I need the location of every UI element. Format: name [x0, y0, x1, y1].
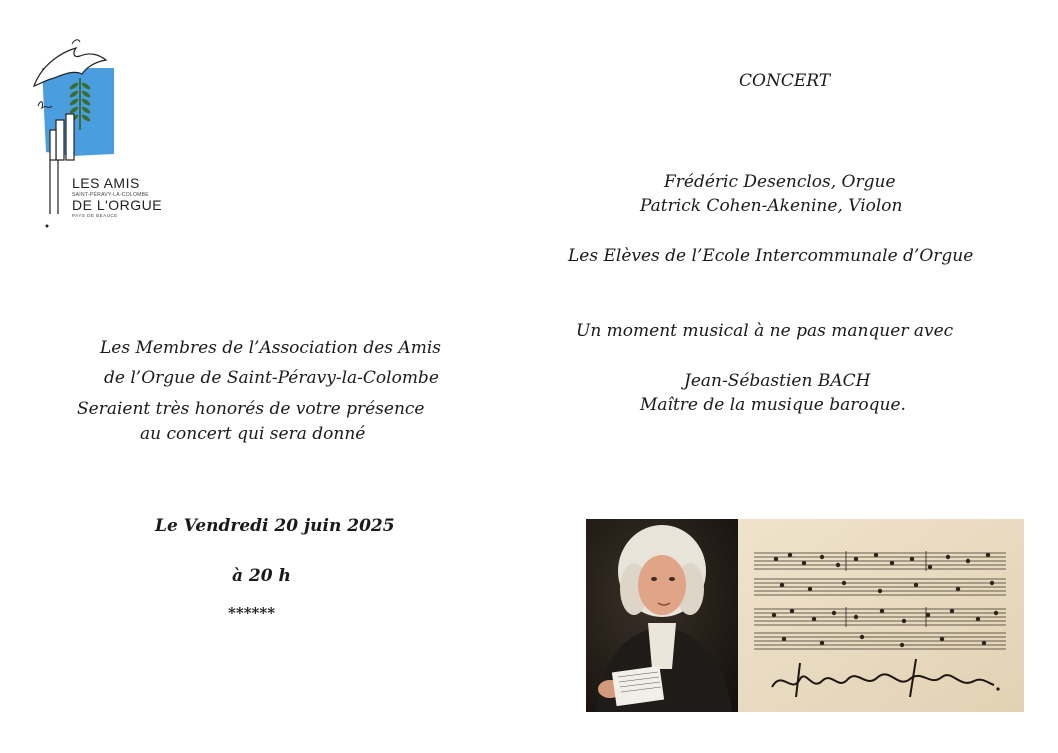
moment-line: Un moment musical à ne pas manquer avec — [576, 321, 954, 341]
logo-title-line2: DE L'ORGUE — [72, 197, 163, 213]
invitation-line-4: au concert qui sera donné — [140, 424, 366, 444]
logo-title-line1: LES AMIS — [72, 175, 140, 191]
music-manuscript-icon — [738, 519, 1024, 712]
concert-time: à 20 h — [232, 566, 291, 586]
composer-description: Maître de la musique baroque. — [640, 395, 906, 415]
bach-image — [586, 519, 1024, 712]
logo-region: PAYS DE BEAUCE — [72, 213, 118, 218]
concert-title: CONCERT — [739, 71, 831, 91]
concert-date: Le Vendredi 20 juin 2025 — [155, 516, 395, 536]
performer-organ: Frédéric Desenclos, Orgue — [664, 172, 896, 192]
invitation-line-1: Les Membres de l’Association des Amis — [100, 338, 441, 358]
invitation-line-3: Seraient très honorés de votre présence — [77, 399, 425, 419]
bach-portrait-icon — [586, 519, 738, 712]
composer-name: Jean-Sébastien BACH — [684, 371, 871, 391]
performer-violin: Patrick Cohen-Akenine, Violon — [640, 196, 903, 216]
invitation-line-2: de l’Orgue de Saint-Péravy-la-Colombe — [104, 368, 439, 388]
logo-subtitle: SAINT-PÉRAVY-LA-COLOMBE — [72, 192, 149, 198]
separator-stars: ****** — [228, 604, 276, 622]
students-line: Les Elèves de l’Ecole Intercommunale d’Orgue — [568, 246, 974, 266]
